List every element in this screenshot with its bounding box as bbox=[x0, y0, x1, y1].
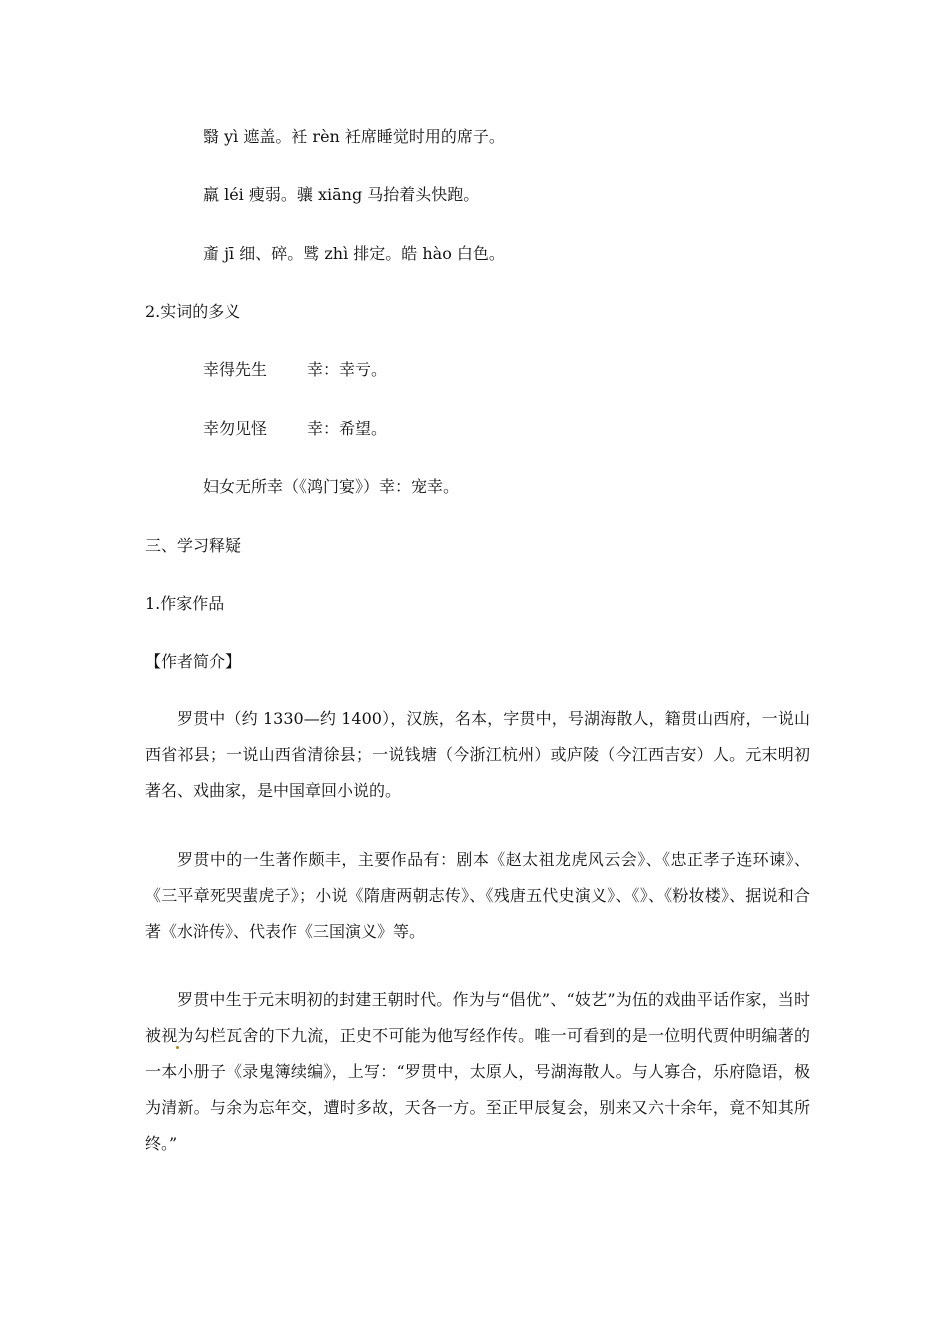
polysemy-row-2 bbox=[203, 419, 387, 439]
polysemy-meaning: 幸：幸亏。 bbox=[307, 360, 388, 379]
author-paragraph-1: 罗贯中（约 1330—约 1400），汉族，名本，字贯中，号湖海散人，籍贯山西府，一说山西省祁县；一说山西省清徐县；一说钱塘（今浙江杭州）或庐陵（今江西吉安）人。元末明初著名、戏曲家，是中国章回小说的。 bbox=[145, 709, 810, 800]
polysemy-phrase: 妇女无所幸（《鸿门宴》） bbox=[203, 477, 380, 496]
stray-mark bbox=[176, 1046, 179, 1049]
polysemy-row-1 bbox=[203, 360, 387, 380]
author-paragraph-2: 罗贯中的一生著作颇丰，主要作品有：剧本《赵太祖龙虎风云会》、《忠正孝子连环谏》、《三平章死哭蜚虎子》；小说《隋唐两朝志传》、《残唐五代史演义》、《》、《粉妆楼》、据说和合著《水浒传》、代表作《三国演义》等。 bbox=[145, 850, 810, 941]
section-2-heading: 2.实词的多义 bbox=[145, 302, 241, 321]
vocab-line-1: 翳 yì 遮盖。衽 rèn 衽席睡觉时用的席子。 bbox=[203, 127, 505, 146]
subsection-1-heading: 1.作家作品 bbox=[145, 594, 225, 613]
vocab-line-3: 齑 jī 细、碎。骘 zhì 排定。皓 hào 白色。 bbox=[203, 244, 505, 263]
vocab-line-2: 羸 léi 瘦弱。骧 xiāng 马抬着头快跑。 bbox=[203, 185, 480, 204]
polysemy-phrase: 幸得先生 bbox=[203, 360, 268, 379]
polysemy-row-3 bbox=[203, 477, 459, 497]
section-3-heading: 三、学习释疑 bbox=[145, 536, 242, 555]
author-paragraph-3: 罗贯中生于元末明初的封建王朝时代。作为与“倡优”、“妓艺”为伍的戏曲平话作家，当时被视为勾栏瓦舍的下九流，正史不可能为他写经作传。唯一可看到的是一位明代贾仲明编著的一本小册子《录鬼簿续编》，上写：“罗贯中，太原人，号湖海散人。与人寡合，乐府隐语，极为清新。与余为忘年交，遭时多故，天各一方。至正甲辰复会，别来又六十余年，竟不知其所终。” bbox=[145, 990, 810, 1153]
polysemy-meaning: 幸：宠幸。 bbox=[379, 477, 460, 496]
polysemy-phrase: 幸勿见怪 bbox=[203, 419, 268, 438]
author-intro-heading: 【作者简介】 bbox=[145, 652, 242, 671]
polysemy-meaning: 幸：希望。 bbox=[307, 419, 388, 438]
